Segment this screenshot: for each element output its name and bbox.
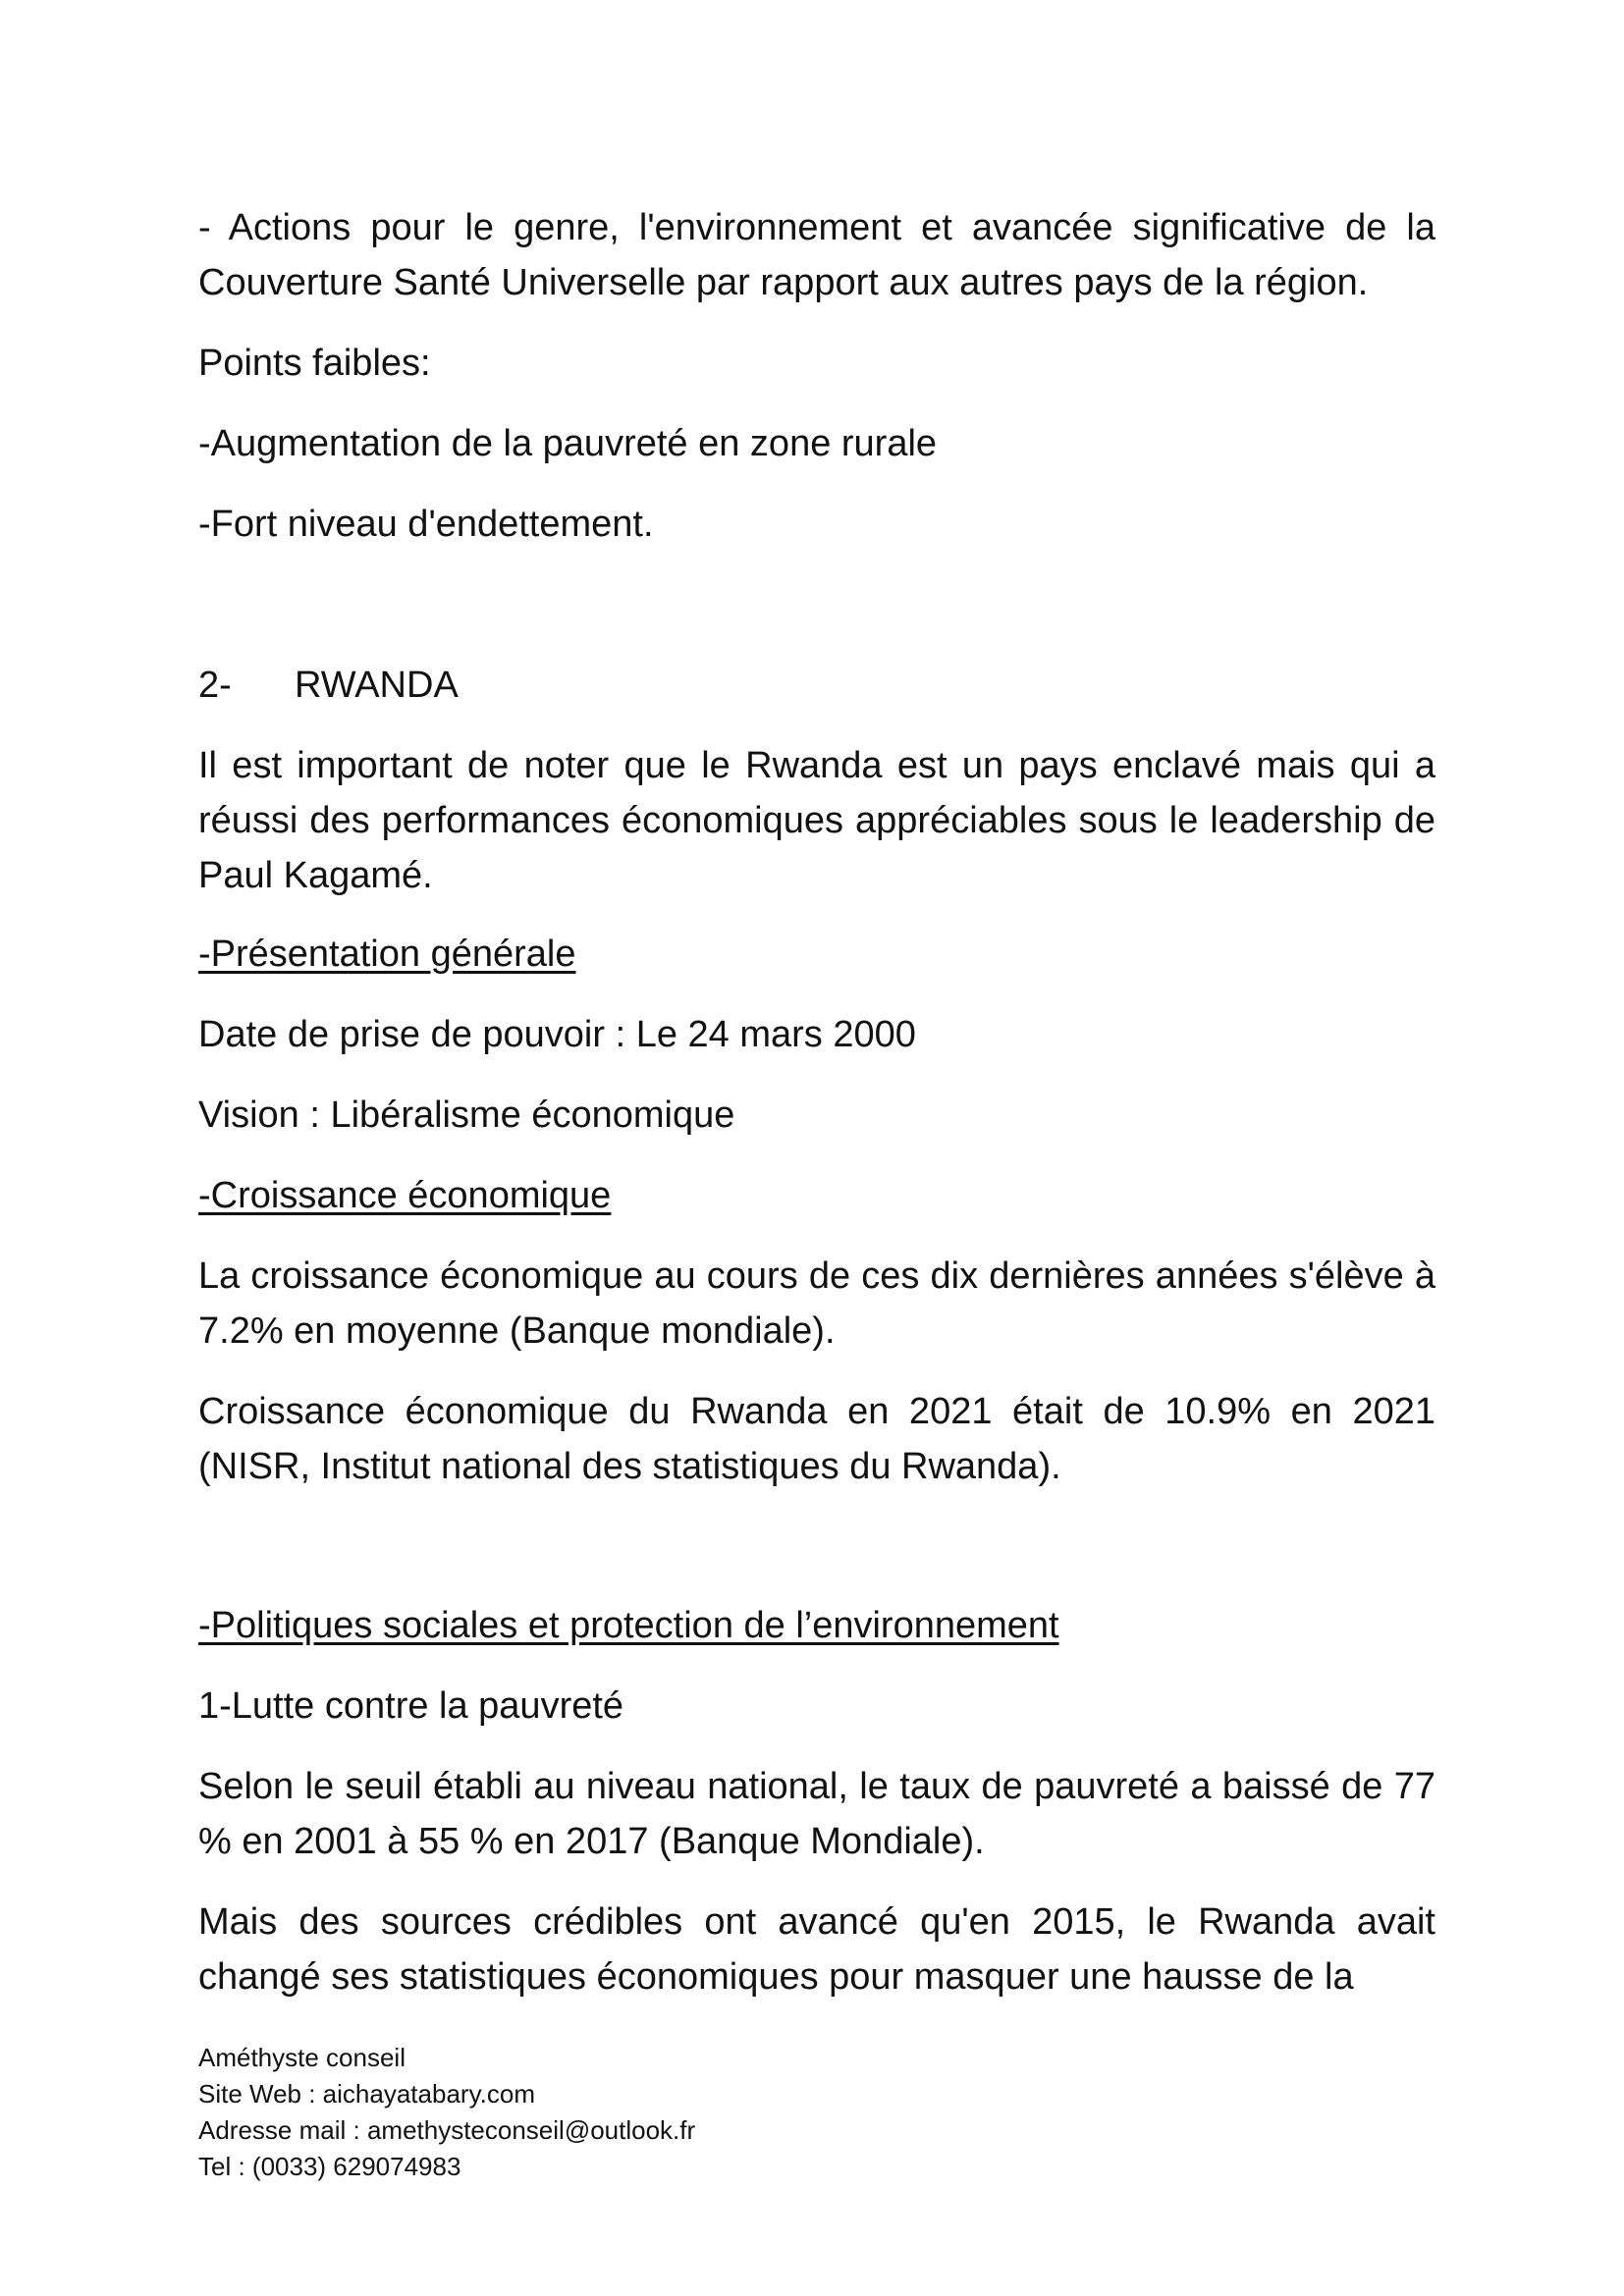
- paragraph-vision: Vision : Libéralisme économique: [198, 1095, 735, 1136]
- section-title: RWANDA: [295, 665, 459, 706]
- paragraph-date-prise-pouvoir: Date de prise de pouvoir : Le 24 mars 2000: [198, 1014, 916, 1055]
- paragraph-sources-credibles: Mais des sources crédibles ont avancé qu'en 2015, le Rwanda avait changé ses statistiques économiques pour masquer une hausse de la: [198, 1901, 1435, 1998]
- section-number: 2-: [198, 665, 232, 706]
- paragraph-actions-genre: - Actions pour le genre, l'environnement et avancée significative de la Couverture Santé Universelle par rapport aux autres pays de la région.: [198, 207, 1435, 303]
- paragraph-pauvrete-rurale: -Augmentation de la pauvreté en zone rurale: [198, 423, 938, 464]
- footer-email: Adresse mail : amethysteconseil@outlook.fr: [198, 2115, 696, 2145]
- heading-croissance-economique: -Croissance économique: [198, 1175, 612, 1216]
- paragraph-lutte-pauvrete: 1-Lutte contre la pauvreté: [198, 1685, 624, 1727]
- paragraph-rwanda-intro: Il est important de noter que le Rwanda est un pays enclavé mais qui a réussi des performances économiques appréciables sous le leadership de Paul Kagamé.: [198, 745, 1435, 896]
- heading-politiques-sociales: -Politiques sociales et protection de l’environnement: [198, 1605, 1059, 1646]
- paragraph-croissance-moyenne: La croissance économique au cours de ces dix dernières années s'élève à 7.2% en moyenne (Banque mondiale).: [198, 1255, 1435, 1352]
- section-heading-rwanda: [198, 658, 1435, 713]
- paragraph-taux-pauvrete: Selon le seuil établi au niveau national, le taux de pauvreté a baissé de 77 % en 2001 à 55 % en 2017 (Banque Mondiale).: [198, 1766, 1435, 1862]
- paragraph-croissance-2021: Croissance économique du Rwanda en 2021 était de 10.9% en 2021 (NISR, Institut national des statistiques du Rwanda).: [198, 1391, 1435, 1487]
- footer-phone: Tel : (0033) 629074983: [198, 2152, 461, 2181]
- paragraph-points-faibles: Points faibles:: [198, 343, 431, 384]
- heading-presentation-generale: -Présentation générale: [198, 934, 576, 975]
- paragraph-endettement: -Fort niveau d'endettement.: [198, 504, 654, 545]
- page-footer: [198, 2040, 695, 2185]
- footer-website: Site Web : aichayatabary.com: [198, 2079, 535, 2109]
- footer-company: Améthyste conseil: [198, 2043, 406, 2072]
